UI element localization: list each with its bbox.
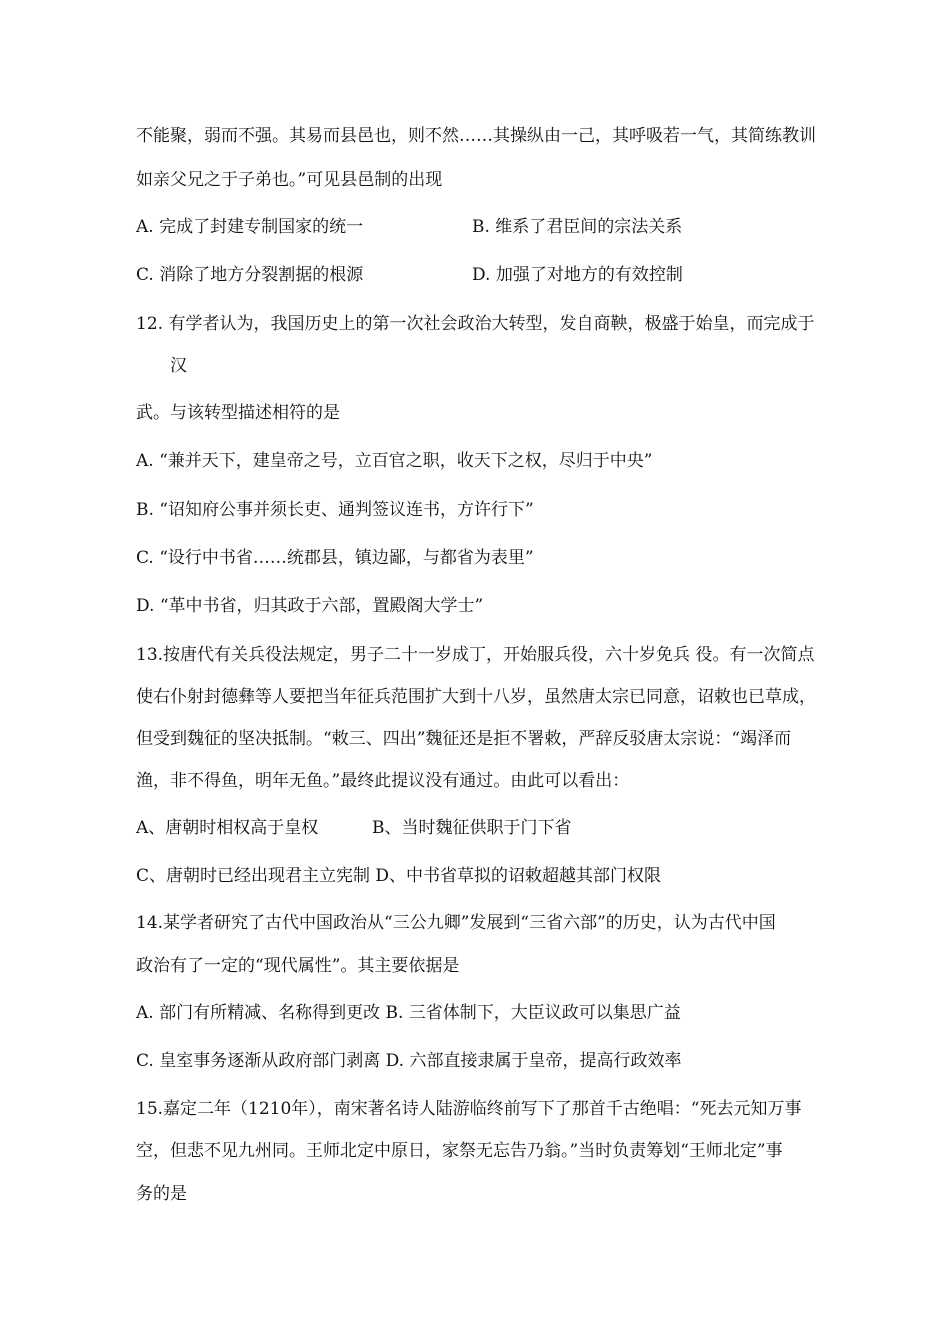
- q15-text-line-1: 15.嘉定二年（1210年），南宋著名诗人陆游临终前写下了那首千古绝唱：“死去元知万事: [136, 1099, 802, 1119]
- q13-option-b: B、当时魏征供职于门下省: [372, 818, 572, 838]
- q13-option-c-d: C、唐朝时已经出现君主立宪制 D、中书省草拟的诏敕超越其部门权限: [136, 866, 662, 886]
- q11-text-line-2: 如亲父兄之于子弟也。”可见县邑制的出现: [136, 170, 443, 190]
- q15-text-line-2: 空，但悲不见九州同。王师北定中原日，家祭无忘告乃翁。”当时负责筹划“王师北定”事: [136, 1141, 783, 1161]
- q13-option-a: A、唐朝时相权高于皇权: [136, 818, 319, 838]
- q13-text-line-1: 13.按唐代有关兵役法规定，男子二十一岁成丁，开始服兵役，六十岁免兵 役。有一次简点: [136, 645, 815, 665]
- q14-text-line-2: 政治有了一定的“现代属性”。其主要依据是: [136, 956, 460, 976]
- q14-text-line-1: 14.某学者研究了古代中国政治从“三公九卿”发展到“三省六部”的历史，认为古代中国: [136, 913, 776, 933]
- q11-text-line-1: 不能聚，弱而不强。其易而县邑也，则不然……其操纵由一己，其呼吸若一气，其简练教训: [136, 126, 816, 146]
- q12-option-c: C. “设行中书省……统郡县，镇边鄙，与都省为表里”: [136, 548, 534, 568]
- q13-text-line-3: 但受到魏征的坚决抵制。“敕三、四出”魏征还是拒不署敕，严辞反驳唐太宗说：“竭泽而: [136, 729, 792, 749]
- q12-text-line-3: 武。与该转型描述相符的是: [136, 403, 340, 423]
- q13-text-line-2: 使右仆射封德彝等人要把当年征兵范围扩大到十八岁，虽然唐太宗已同意，诏敕也已草成，: [136, 687, 816, 707]
- q11-option-c: C. 消除了地方分裂割据的根源: [136, 265, 364, 285]
- q12-text-line-2: 汉: [170, 356, 187, 376]
- q12-text-line-1: 12. 有学者认为，我国历史上的第一次社会政治大转型，发自商鞅，极盛于始皇，而完成于: [136, 314, 815, 334]
- q12-option-a: A. “兼并天下，建皇帝之号，立百官之职，收天下之权，尽归于中央”: [136, 451, 653, 471]
- q15-text-line-3: 务的是: [136, 1184, 187, 1204]
- q11-option-b: B. 维系了君臣间的宗法关系: [472, 217, 683, 237]
- q11-option-d: D. 加强了对地方的有效控制: [472, 265, 683, 285]
- q14-option-a-b: A. 部门有所精减、名称得到更改 B. 三省体制下，大臣议政可以集思广益: [136, 1003, 681, 1023]
- q14-option-c-d: C. 皇室事务逐渐从政府部门剥离 D. 六部直接隶属于皇帝，提高行政效率: [136, 1051, 682, 1071]
- q13-text-line-4: 渔，非不得鱼，明年无鱼。”最终此提议没有通过。由此可以看出：: [136, 771, 630, 791]
- q12-option-b: B. “诏知府公事并须长吏、通判签议连书，方许行下”: [136, 500, 534, 520]
- q12-option-d: D. “革中书省，归其政于六部，置殿阁大学士”: [136, 596, 484, 616]
- q11-option-a: A. 完成了封建专制国家的统一: [136, 217, 364, 237]
